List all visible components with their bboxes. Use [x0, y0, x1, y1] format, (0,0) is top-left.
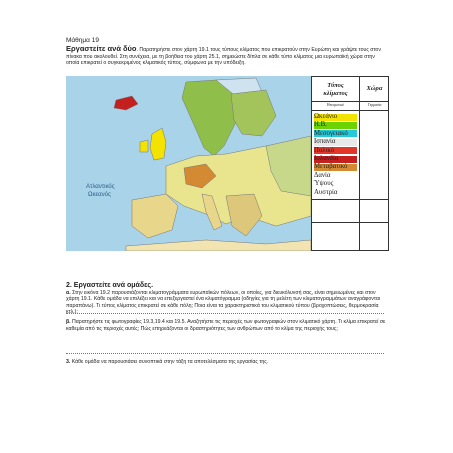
climate-row-label: Ύψους — [314, 180, 334, 188]
task-2b-text: Παρατηρήστε τις φωτογραφίες 19.3,19.4 και 19.5. Αναζητήστε τις περιοχές των φωτογραφιών στον κλιματικό χάρτη. Τι κλίμα επικρατεί σε καθεμία από τις περιοχές αυτές; Πώς επηρεάζονται οι δραστηριότητες των ανθρώπων από το κλίμα της περιοχής τους; — [66, 319, 386, 332]
task-2a-text: Στην εικόνα 19.2 παρουσιάζονται κλιματογράμματα ευρωπαϊκών πόλεων, οι οποίες, για διευκόλυνσή σας, είναι σημειωμένες και στον χάρτη 19.1. Κάθε ομάδα να επιλέξει και να επεξεργαστεί ένα κλιματόγραμμα (οδηγίες για τη μελέτη των κλιματογραμμάτων αναγράφονται παραπάνω). Τι τύπος κλίματος επικρατεί σε κάθε πόλη; Ποια είναι τα χαρακτηριστικά του κλιματικού τύπου (βροχοπτώσεις, θερμοκρασία κτλ.); — [66, 289, 380, 316]
ocean-label-line-1: Ατλαντικός — [86, 184, 115, 190]
answer-line — [66, 353, 384, 354]
row-divider — [312, 222, 388, 223]
ireland-region — [140, 140, 148, 152]
row-divider — [312, 199, 388, 200]
task-3-paragraph — [66, 359, 388, 365]
task-3-text: Κάθε ομάδα να παρουσιάσει συνοπτικά στην τάξη τα αποτελέσματα της εργασίας της. — [70, 359, 269, 365]
task-1-heading: Εργαστείτε ανά δύο — [66, 44, 137, 53]
example-climate: Ηπειρωτικό — [327, 103, 344, 107]
ocean-label-line-2: Ωκεανός — [88, 192, 111, 198]
task-1-text: . Παρατηρήστε στον χάρτη 19.1 τους τύπους κλίματος που επικρατούν στην Ευρώπη και γράψτε τους στον πίνακα που ακολουθεί. Στη συνέχεια, με τη βοήθεια του χάρτη 25.1, σημειώστε δίπλα σε κάθε τύπο κλίματος μια ευρωπαϊκή χώρα στην οποία επικρατεί ο συγκεκριμένος κλιματικός τύπος, σύμφωνα με την υπόδειξη. — [66, 47, 381, 67]
task-2a-label: α. — [66, 289, 71, 296]
task-2 — [66, 283, 388, 316]
climate-row-label: Δανία — [314, 171, 331, 179]
header-climate-type-line-1: Τύπος — [327, 82, 344, 89]
task-2-heading: 2. Εργαστείτε ανά ομάδες. — [66, 282, 154, 289]
task-3-number: 3. — [66, 359, 71, 365]
table-header — [312, 77, 388, 102]
task-2b-paragraph — [66, 319, 388, 332]
climate-row-label: Μεσογειακό — [314, 129, 348, 137]
climate-table — [311, 76, 389, 251]
climate-row-label: Ισπανία — [314, 138, 336, 146]
climate-row-label: Ωκεάνιο — [314, 113, 338, 120]
answer-line — [66, 313, 384, 314]
task-1-paragraph — [66, 46, 388, 67]
europe-climate-map — [66, 76, 311, 251]
climate-row-label: Ισλανδία — [314, 155, 339, 162]
climate-row-label: Πολικό — [314, 146, 335, 154]
example-country: Γερμανία — [367, 103, 382, 107]
climate-row-label: Αυστρία — [314, 188, 338, 196]
header-climate-type-line-2: κλίματος — [323, 90, 348, 97]
task-2b-label: β. — [66, 319, 71, 325]
task-2a-paragraph — [66, 290, 388, 316]
climate-row-label: Μεταβατικό — [314, 163, 348, 171]
climate-row-label: Η.Β. — [314, 121, 327, 129]
header-country: Χώρα — [366, 85, 383, 92]
lesson-title: Μάθημα 19 — [66, 37, 99, 44]
example-row — [312, 101, 388, 111]
